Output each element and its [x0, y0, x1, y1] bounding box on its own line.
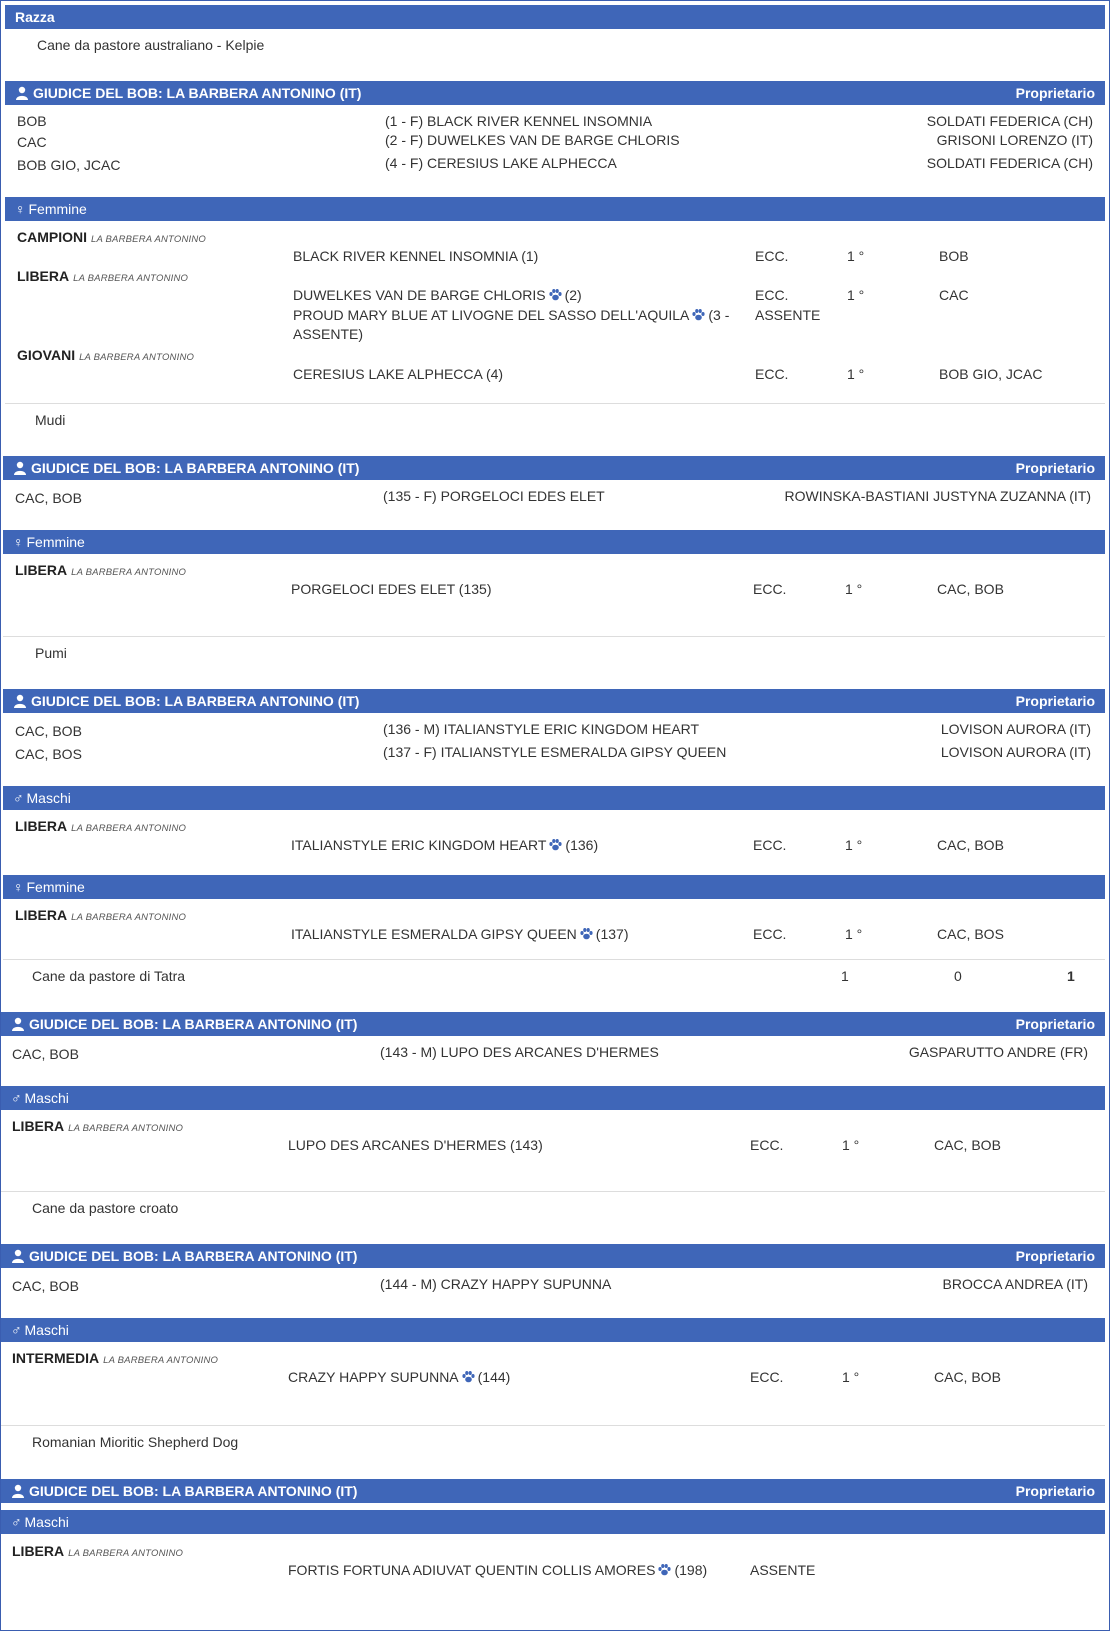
award-dog[interactable]: (143 - M) LUPO DES ARCANES D'HERMES	[380, 1044, 659, 1060]
divider	[1, 1425, 1105, 1426]
paw-icon	[462, 1371, 475, 1383]
entry-qualification: ECC.	[750, 1369, 784, 1385]
judge-title: GIUDICE DEL BOB: LA BARBERA ANTONINO (IT)	[31, 693, 360, 709]
entry-placement: 1 °	[842, 1137, 860, 1153]
divider	[3, 959, 1105, 960]
award-title: BOB	[17, 113, 47, 129]
sex-bar-maschi	[1, 1510, 1105, 1534]
entry-dog[interactable]: ITALIANSTYLE ERIC KINGDOM HEART	[291, 837, 547, 853]
breed-count: 1	[1067, 968, 1075, 984]
class-judge: LA BARBERA ANTONINO	[91, 234, 207, 245]
divider	[3, 636, 1105, 637]
entry-title: CAC, BOB	[937, 837, 1004, 853]
owner-column-header: Proprietario	[1015, 460, 1095, 476]
award-title: CAC, BOB	[12, 1278, 79, 1294]
sex-bar-maschi	[3, 786, 1105, 810]
award-owner: GRISONI LORENZO (IT)	[936, 132, 1093, 148]
entry-number-cont: ASSENTE)	[293, 326, 364, 342]
entry-qualification: ECC.	[753, 837, 787, 853]
award-dog[interactable]: (135 - F) PORGELOCI EDES ELET	[383, 488, 605, 504]
sex-bar-femmine	[3, 875, 1105, 899]
class-name: LIBERA	[15, 818, 68, 834]
class-name: LIBERA	[15, 907, 68, 923]
entry-qualification: ECC.	[755, 287, 789, 303]
user-icon	[11, 1484, 25, 1498]
entry-number: (144)	[477, 1369, 511, 1385]
award-owner: SOLDATI FEDERICA (CH)	[926, 155, 1093, 171]
paw-icon	[658, 1564, 671, 1576]
judge-title: GIUDICE DEL BOB: LA BARBERA ANTONINO (IT)	[29, 1248, 358, 1264]
entry-title: CAC, BOB	[937, 581, 1004, 597]
entry-dog[interactable]: CRAZY HAPPY SUPUNNA	[288, 1369, 459, 1385]
judge-bar	[3, 456, 1105, 480]
award-title: CAC, BOS	[15, 746, 82, 762]
class-name: INTERMEDIA	[12, 1350, 100, 1366]
male-icon: ♂	[11, 1322, 22, 1338]
award-dog[interactable]: (2 - F) DUWELKES VAN DE BARGE CHLORIS	[385, 132, 680, 148]
breed-name: Cane da pastore di Tatra	[32, 968, 186, 984]
entry-title: CAC, BOS	[937, 926, 1004, 942]
entry-dog[interactable]: LUPO DES ARCANES D'HERMES (143)	[288, 1137, 543, 1153]
divider	[1, 1191, 1105, 1192]
entry-placement: 1 °	[845, 926, 863, 942]
judge-title: GIUDICE DEL BOB: LA BARBERA ANTONINO (IT)	[31, 460, 360, 476]
breed-count: 0	[954, 968, 962, 984]
award-owner: BROCCA ANDREA (IT)	[942, 1276, 1088, 1292]
sex-bar-femmine	[3, 530, 1105, 554]
entry-dog[interactable]: DUWELKES VAN DE BARGE CHLORIS	[293, 287, 546, 303]
user-icon	[13, 694, 27, 708]
entry-qualification: ECC.	[753, 926, 787, 942]
class-judge: LA BARBERA ANTONINO	[68, 1548, 184, 1559]
class-judge: LA BARBERA ANTONINO	[79, 352, 195, 363]
judge-bar	[1, 1012, 1105, 1036]
sex-bar-maschi	[1, 1318, 1105, 1342]
breed-name: Romanian Mioritic Shepherd Dog	[32, 1434, 239, 1450]
sex-label: Femmine	[26, 534, 85, 550]
award-dog[interactable]: (144 - M) CRAZY HAPPY SUPUNNA	[380, 1276, 612, 1292]
breed-name: Mudi	[35, 412, 66, 428]
class-name: CAMPIONI	[17, 229, 87, 245]
owner-column-header: Proprietario	[1015, 693, 1095, 709]
razza-label: Razza	[15, 9, 55, 25]
breed-header-bar	[5, 5, 1105, 29]
class-judge: LA BARBERA ANTONINO	[73, 273, 189, 284]
entry-placement: 1 °	[845, 837, 863, 853]
entry-number: (136)	[565, 837, 599, 853]
user-icon	[11, 1017, 25, 1031]
award-title: CAC	[17, 134, 47, 150]
entry-qualification: ECC.	[750, 1137, 784, 1153]
breed-count: 1	[841, 968, 849, 984]
male-icon: ♂	[13, 790, 24, 806]
entry-dog[interactable]: FORTIS FORTUNA ADIUVAT QUENTIN COLLIS AMORES	[288, 1562, 656, 1578]
entry-title: CAC, BOB	[934, 1369, 1001, 1385]
sex-label: Femmine	[28, 201, 87, 217]
class-judge: LA BARBERA ANTONINO	[71, 567, 187, 578]
entry-title: BOB	[939, 248, 969, 264]
award-title: CAC, BOB	[12, 1046, 79, 1062]
entry-title: BOB GIO, JCAC	[939, 366, 1043, 382]
award-dog[interactable]: (4 - F) CERESIUS LAKE ALPHECCA	[385, 155, 617, 171]
judge-title: GIUDICE DEL BOB: LA BARBERA ANTONINO (IT)	[33, 85, 362, 101]
owner-column-header: Proprietario	[1015, 1248, 1095, 1264]
owner-column-header: Proprietario	[1015, 85, 1095, 101]
sex-label: Maschi	[26, 790, 71, 806]
award-owner: ROWINSKA-BASTIANI JUSTYNA ZUZANNA (IT)	[784, 488, 1091, 504]
entry-title: CAC	[939, 287, 969, 303]
entry-qualification: ECC.	[755, 366, 789, 382]
entry-qualification: ECC.	[753, 581, 787, 597]
entry-placement: 1 °	[842, 1369, 860, 1385]
entry-number: (137)	[595, 926, 629, 942]
entry-qualification: ASSENTE	[750, 1562, 816, 1578]
paw-icon	[580, 928, 593, 940]
entry-placement: 1 °	[845, 581, 863, 597]
class-name: GIOVANI	[17, 347, 76, 363]
breed-name: Pumi	[35, 645, 67, 661]
paw-icon	[549, 289, 562, 301]
award-owner: LOVISON AURORA (IT)	[940, 744, 1091, 760]
award-dog[interactable]: (1 - F) BLACK RIVER KENNEL INSOMNIA	[385, 113, 653, 129]
class-name: LIBERA	[15, 562, 68, 578]
sex-bar-femmine	[5, 197, 1105, 221]
judge-bar	[3, 689, 1105, 713]
class-judge: LA BARBERA ANTONINO	[103, 1355, 219, 1366]
award-owner: LOVISON AURORA (IT)	[940, 721, 1091, 737]
class-name: LIBERA	[12, 1118, 65, 1134]
class-judge: LA BARBERA ANTONINO	[71, 912, 187, 923]
user-icon	[13, 461, 27, 475]
judge-bar	[1, 1479, 1105, 1503]
owner-column-header: Proprietario	[1015, 1016, 1095, 1032]
class-name: LIBERA	[12, 1543, 65, 1559]
entry-number: (2)	[564, 287, 582, 303]
award-title: BOB GIO, JCAC	[17, 157, 121, 173]
user-icon	[11, 1249, 25, 1263]
judge-bar	[1, 1244, 1105, 1268]
entry-placement: 1 °	[847, 366, 865, 382]
judge-title: GIUDICE DEL BOB: LA BARBERA ANTONINO (IT)	[29, 1483, 358, 1499]
breed-name: Cane da pastore croato	[32, 1200, 179, 1216]
entry-number: (3 -	[708, 307, 730, 323]
male-icon: ♂	[11, 1090, 22, 1106]
owner-column-header: Proprietario	[1015, 1483, 1095, 1499]
entry-placement: 1 °	[847, 248, 865, 264]
breed-name: Cane da pastore australiano - Kelpie	[37, 37, 265, 53]
class-judge: LA BARBERA ANTONINO	[68, 1123, 184, 1134]
class-judge: LA BARBERA ANTONINO	[71, 823, 187, 834]
sex-bar-maschi	[1, 1086, 1105, 1110]
award-owner: GASPARUTTO ANDRE (FR)	[908, 1044, 1088, 1060]
entry-qualification: ECC.	[755, 248, 789, 264]
award-owner: SOLDATI FEDERICA (CH)	[926, 113, 1093, 129]
entry-dog[interactable]: BLACK RIVER KENNEL INSOMNIA (1)	[293, 248, 539, 264]
entry-dog[interactable]: CERESIUS LAKE ALPHECCA (4)	[293, 366, 504, 382]
entry-number: (198)	[674, 1562, 708, 1578]
sex-label: Maschi	[24, 1322, 69, 1338]
award-title: CAC, BOB	[15, 723, 82, 739]
entry-dog[interactable]: ITALIANSTYLE ESMERALDA GIPSY QUEEN	[291, 926, 577, 942]
sex-label: Femmine	[26, 879, 85, 895]
judge-title: GIUDICE DEL BOB: LA BARBERA ANTONINO (IT)	[29, 1016, 358, 1032]
sex-label: Maschi	[24, 1514, 69, 1530]
award-dog[interactable]: (137 - F) ITALIANSTYLE ESMERALDA GIPSY QUEEN	[383, 744, 727, 760]
entry-dog[interactable]: PORGELOCI EDES ELET (135)	[291, 581, 492, 597]
divider	[5, 403, 1105, 404]
entry-qualification: ASSENTE	[755, 307, 821, 323]
female-icon: ♀	[13, 879, 24, 895]
entry-dog[interactable]: PROUD MARY BLUE AT LIVOGNE DEL SASSO DELL'AQUILA	[293, 307, 690, 323]
award-title: CAC, BOB	[15, 490, 82, 506]
entry-title: CAC, BOB	[934, 1137, 1001, 1153]
male-icon: ♂	[11, 1514, 22, 1530]
award-dog[interactable]: (136 - M) ITALIANSTYLE ERIC KINGDOM HEART	[383, 721, 700, 737]
sex-label: Maschi	[24, 1090, 69, 1106]
female-icon: ♀	[13, 534, 24, 550]
judge-bar	[5, 81, 1105, 105]
class-name: LIBERA	[17, 268, 70, 284]
user-icon	[15, 86, 29, 100]
paw-icon	[549, 839, 562, 851]
entry-placement: 1 °	[847, 287, 865, 303]
paw-icon	[692, 309, 705, 321]
female-icon: ♀	[15, 201, 26, 217]
